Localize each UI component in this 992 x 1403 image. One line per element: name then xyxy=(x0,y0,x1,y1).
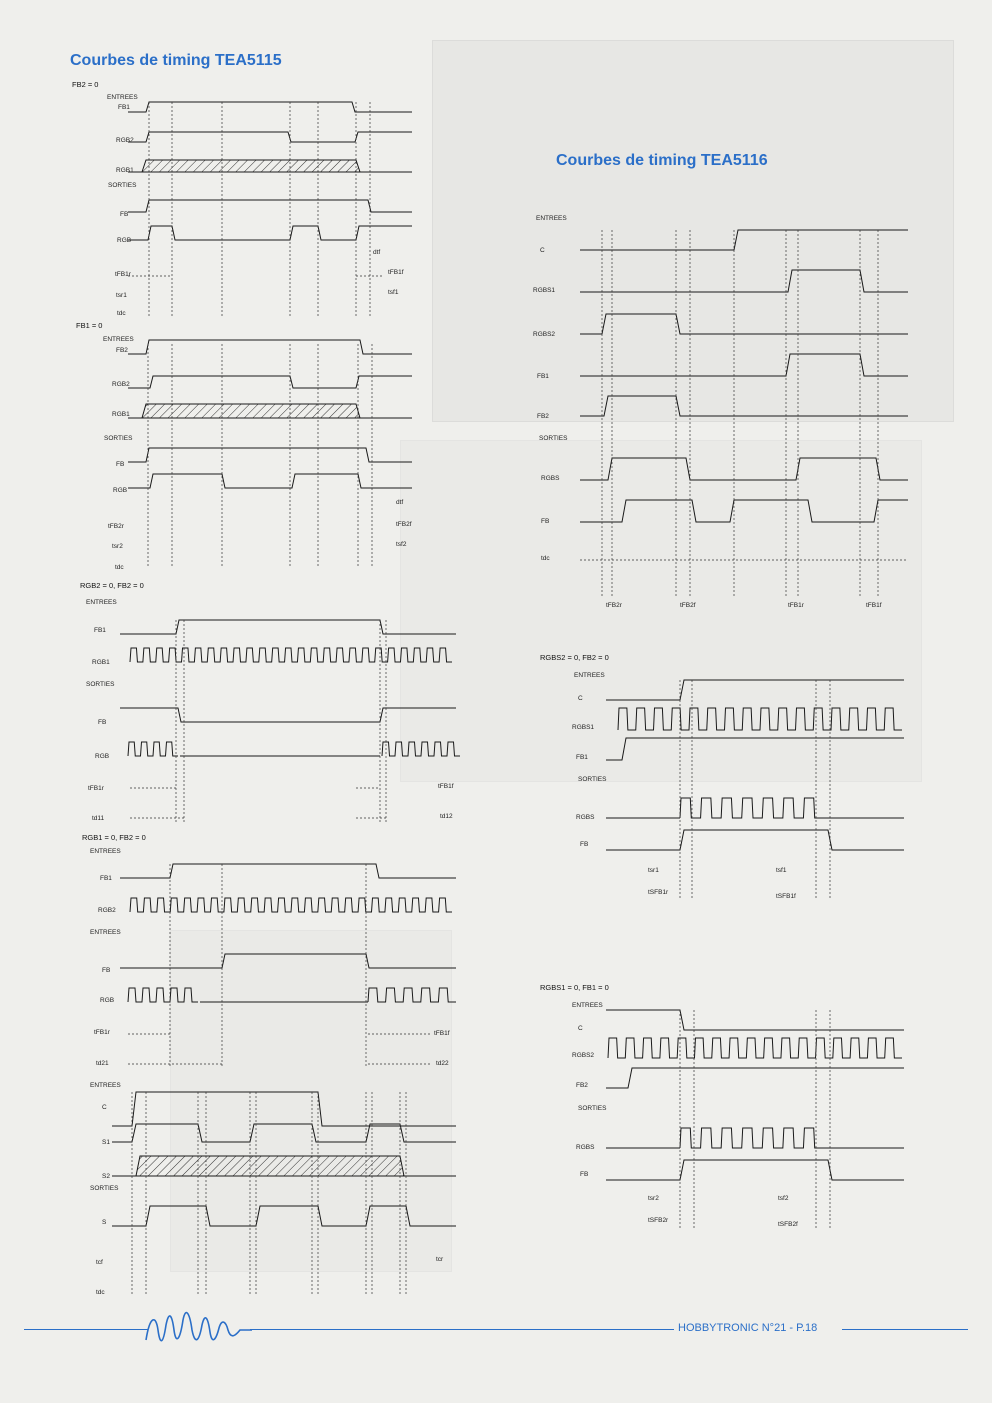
label-left-fb2-dtf: dtf xyxy=(373,249,381,256)
wave-fb1-rgb2 xyxy=(128,376,412,388)
wave-r1-fb2 xyxy=(606,1068,904,1088)
label-right-rgbs2-tsfbr: tSFB1r xyxy=(648,889,669,896)
wave-fb2-rgb2 xyxy=(128,132,412,142)
label-left-fb2-tsr: tsr1 xyxy=(116,292,127,299)
wave-fb1-rgb xyxy=(128,474,412,488)
label-left-rgb2-td2: td12 xyxy=(440,813,453,820)
label-left-rgb2-td1: td11 xyxy=(92,815,105,822)
label-right-rgbs2-fb1: FB1 xyxy=(576,754,588,761)
label-left-fb1-dtf: dtf xyxy=(396,499,404,506)
label-right-main-rgbs: RGBS xyxy=(541,475,560,482)
wave-sw-c xyxy=(112,1092,456,1126)
label-right-main-t2: tFB2f xyxy=(680,602,696,609)
label-right-rgbs2-tsr: tsr1 xyxy=(648,867,659,874)
label-left-rgb2-fb: FB xyxy=(98,719,107,726)
label-right-rgbs1-fb2: FB2 xyxy=(576,1082,588,1089)
label-left-fb1-fb: FB xyxy=(116,461,125,468)
wave-r2-fb xyxy=(606,830,904,850)
condition-rgb1: RGB1 = 0, FB2 = 0 xyxy=(82,833,146,842)
wave-rgb2-fb1 xyxy=(120,620,456,634)
label-left-fb1-tfb2f: tFB2f xyxy=(396,521,412,528)
wave-rgb2-rgb-a xyxy=(128,742,178,756)
wave-rgb1-fb1 xyxy=(120,864,456,878)
label-left-rgb2-tfb1r: tFB1r xyxy=(88,785,104,792)
label-left-sw-tcf: tcf xyxy=(96,1259,103,1266)
wave-r2-c xyxy=(606,680,904,700)
label-left-rgb1-rgb: RGB xyxy=(100,997,115,1004)
wave-sw-s xyxy=(112,1206,456,1226)
wave-r2-fb1 xyxy=(606,738,904,760)
label-left-rgb2-sorties: SORTIES xyxy=(86,681,115,688)
condition-fb1: FB1 = 0 xyxy=(76,321,103,330)
condition-rgbs2: RGBS2 = 0, FB2 = 0 xyxy=(540,653,609,662)
label-left-fb1-rgb1: RGB1 xyxy=(112,411,130,418)
label-left-rgb2-rgb: RGB xyxy=(95,753,110,760)
footer-rule-right xyxy=(842,1329,968,1330)
label-left-fb2-fb: FB xyxy=(120,211,129,218)
title-tea5116: Courbes de timing TEA5116 xyxy=(556,152,768,169)
wave-rgb1-rgb2 xyxy=(130,898,452,912)
label-right-main-sorties: SORTIES xyxy=(539,435,568,442)
label-right-main-tdc: tdc xyxy=(541,555,550,562)
wave-fb2-fb xyxy=(128,200,412,212)
label-right-rgbs1-tsf: tsf2 xyxy=(778,1195,789,1202)
wave-rgb2-rgb1 xyxy=(130,648,452,662)
label-right-rgbs1-c: C xyxy=(578,1025,583,1032)
label-right-rgbs1-fb: FB xyxy=(580,1171,589,1178)
label-right-rgbs2-entrees: ENTREES xyxy=(574,672,605,679)
label-left-fb1-tdc: tdc xyxy=(115,564,124,571)
wave-rgb2-rgb-b xyxy=(382,742,460,756)
label-left-sw-s1: S1 xyxy=(102,1139,110,1146)
label-left-fb2-rgb1: RGB1 xyxy=(116,167,134,174)
wave-r-rgbs2 xyxy=(580,314,908,334)
wave-rgb1-rgb-a xyxy=(128,988,198,1002)
label-left-rgb1-fb1: FB1 xyxy=(100,875,112,882)
label-left-fb1-sorties: SORTIES xyxy=(104,435,133,442)
label-left-fb2-entrees: ENTREES xyxy=(107,94,138,101)
wave-r1-c xyxy=(606,1010,904,1030)
wave-r-fb1 xyxy=(580,354,908,376)
wave-r-c xyxy=(580,230,908,250)
label-left-fb1-rgb: RGB xyxy=(113,487,128,494)
label-left-rgb1-entrees: ENTREES xyxy=(90,848,121,855)
label-left-fb1-rgb2: RGB2 xyxy=(112,381,130,388)
wave-fb1-fb xyxy=(128,448,412,462)
label-left-fb1-fb2: FB2 xyxy=(116,347,128,354)
label-right-rgbs1-rgbs2: RGBS2 xyxy=(572,1052,595,1059)
label-left-fb1-entrees: ENTREES xyxy=(103,336,134,343)
label-right-rgbs1-rgbs: RGBS xyxy=(576,1144,595,1151)
label-left-fb2-tdc: tdc xyxy=(117,310,126,317)
condition-rgb2: RGB2 = 0, FB2 = 0 xyxy=(80,581,144,590)
label-left-fb2-rgb2: RGB2 xyxy=(116,137,134,144)
label-left-fb1-tsf: tsf2 xyxy=(396,541,407,548)
label-left-sw-s2: S2 xyxy=(102,1173,110,1180)
hatch-sw-s2 xyxy=(136,1156,404,1176)
label-right-main-fb1: FB1 xyxy=(537,373,549,380)
label-left-rgb1-td1: td21 xyxy=(96,1060,109,1067)
condition-fb2: FB2 = 0 xyxy=(72,80,99,89)
label-left-rgb1-sorties: ENTREES xyxy=(90,929,121,936)
label-right-main-c: C xyxy=(540,247,545,254)
footer-squiggle-logo xyxy=(146,1313,252,1341)
wave-fb2-rgb xyxy=(128,226,412,240)
label-left-sw-c: C xyxy=(102,1104,107,1111)
label-left-rgb2-tfb1f: tFB1f xyxy=(438,783,454,790)
label-right-main-t4: tFB1f xyxy=(866,602,882,609)
wave-r-fb xyxy=(580,500,908,522)
label-left-rgb2-fb1: FB1 xyxy=(94,627,106,634)
hatch-fb2-rgb1 xyxy=(142,160,360,172)
label-right-main-t3: tFB1r xyxy=(788,602,804,609)
label-right-main-fb: FB xyxy=(541,518,550,525)
label-right-rgbs2-rgbs: RGBS xyxy=(576,814,595,821)
label-left-sw-tcr: tcr xyxy=(436,1256,444,1263)
title-tea5115: Courbes de timing TEA5115 xyxy=(70,52,282,69)
wave-r1-rgbs2 xyxy=(608,1038,902,1058)
wave-fb1-fb2 xyxy=(128,340,412,354)
wave-rgb1-fb xyxy=(120,954,456,968)
label-left-rgb1-td2: td22 xyxy=(436,1060,449,1067)
label-right-rgbs1-entrees: ENTREES xyxy=(572,1002,603,1009)
condition-rgbs1: RGBS1 = 0, FB1 = 0 xyxy=(540,983,609,992)
label-left-sw-sorties: SORTIES xyxy=(90,1185,119,1192)
label-right-main-rgbs1: RGBS1 xyxy=(533,287,556,294)
wave-r1-fb xyxy=(606,1160,904,1180)
label-right-rgbs2-sorties: SORTIES xyxy=(578,776,607,783)
label-left-fb1-tsr: tsr2 xyxy=(112,543,123,550)
label-left-fb2-rgb: RGB xyxy=(117,237,132,244)
footer-rule-left xyxy=(24,1329,148,1330)
label-right-rgbs1-tsfbr: tSFB2r xyxy=(648,1217,669,1224)
wave-rgb1-rgb-b xyxy=(368,988,456,1002)
label-right-rgbs1-tsr: tsr2 xyxy=(648,1195,659,1202)
label-right-rgbs2-tsfbf: tSFB1f xyxy=(776,893,796,900)
footer-page-label: HOBBYTRONIC N°21 - P.18 xyxy=(678,1322,818,1334)
label-right-rgbs2-rgbs1: RGBS1 xyxy=(572,724,595,731)
label-left-rgb1-rgb2: RGB2 xyxy=(98,907,116,914)
label-left-sw-s: S xyxy=(102,1219,107,1226)
label-right-rgbs2-fb: FB xyxy=(580,841,589,848)
footer-rule-middle xyxy=(250,1329,674,1330)
label-left-fb2-tfb1: tFB1r xyxy=(115,271,131,278)
label-right-rgbs2-c: C xyxy=(578,695,583,702)
wave-sw-s1 xyxy=(112,1124,456,1142)
label-right-main-t1: tFB2r xyxy=(606,602,622,609)
label-right-main-fb2: FB2 xyxy=(537,413,549,420)
label-left-fb2-tsf: tsf1 xyxy=(388,289,399,296)
wave-r2-rgbs xyxy=(680,798,824,818)
label-left-fb2-tfb1f: tFB1f xyxy=(388,269,404,276)
label-right-rgbs1-sorties: SORTIES xyxy=(578,1105,607,1112)
label-right-rgbs2-tsf: tsf1 xyxy=(776,867,787,874)
wave-r1-rgbs xyxy=(680,1128,824,1148)
wave-r-rgbs1 xyxy=(580,270,908,292)
label-right-main-rgbs2: RGBS2 xyxy=(533,331,556,338)
wave-r2-rgbs1 xyxy=(618,708,902,730)
label-left-sw-entrees: ENTREES xyxy=(90,1082,121,1089)
label-left-fb2-sorties: SORTIES xyxy=(108,182,137,189)
wave-r-fb2 xyxy=(580,396,908,416)
label-left-rgb2-rgb1: RGB1 xyxy=(92,659,110,666)
label-left-rgb1-tfb1r: tFB1r xyxy=(94,1029,110,1036)
label-left-sw-tdc: tdc xyxy=(96,1289,105,1296)
label-left-rgb1-tfb1f: tFB1f xyxy=(434,1030,450,1037)
label-left-rgb1-fb: FB xyxy=(102,967,111,974)
label-left-rgb2-entrees: ENTREES xyxy=(86,599,117,606)
label-left-fb2-fb1: FB1 xyxy=(118,104,130,111)
hatch-fb1-rgb1 xyxy=(142,404,360,418)
wave-fb2-fb1 xyxy=(128,102,412,112)
label-right-main-entrees: ENTREES xyxy=(536,215,567,222)
label-left-fb1-tfb2r: tFB2r xyxy=(108,523,124,530)
label-right-rgbs1-tsfbf: tSFB2f xyxy=(778,1221,798,1228)
wave-rgb2-fb xyxy=(120,708,456,722)
wave-r-rgbs xyxy=(580,458,908,480)
